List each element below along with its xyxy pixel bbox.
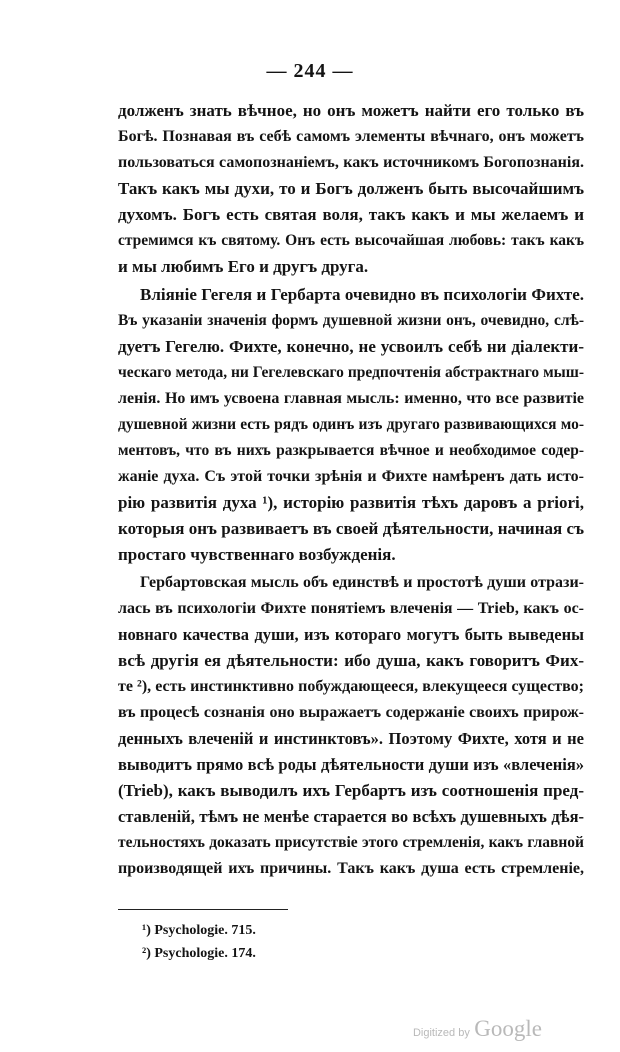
text-line: и мы любимъ Его и другъ друга. xyxy=(118,257,369,276)
text-line: Такъ какъ мы духи, то и Богъ долженъ быть высочайшимъ xyxy=(118,179,584,198)
text-line: те ²), есть инстинктивно побуждающееся, влекущееся существо; xyxy=(118,678,584,695)
text-line: Въ указаніи значенія формъ душевной жизни онъ, очевидно, слѣ- xyxy=(118,312,584,329)
text-line: дуетъ Гегелю. Фихте, конечно, не усвоилъ себѣ ни діалекти- xyxy=(118,337,584,356)
watermark-prefix: Digitized by xyxy=(412,1027,470,1039)
text-line: производящей ихъ причины. Такъ какъ душа есть стремленіе, xyxy=(118,860,584,877)
text-line: стремимся къ святому. Онъ есть высочайшая любовь: такъ какъ xyxy=(118,232,584,249)
text-line: долженъ знать вѣчное, но онъ можетъ найти его только въ xyxy=(118,101,584,120)
text-line: ленія. Но имъ усвоена главная мысль: именно, что все развитіе xyxy=(118,390,584,407)
text-line: духомъ. Богъ есть святая воля, такъ какъ и мы желаемъ и xyxy=(118,205,584,224)
text-line: денныхъ влеченій и инстинктовъ». Поэтому Фихте, хотя и не xyxy=(118,729,584,748)
text-line: жаніе духа. Съ этой точки зрѣнія и Фихте намѣренъ дать исто- xyxy=(118,468,584,485)
text-line: ставленій, тѣмъ не менѣе старается во всѣхъ душевныхъ дѣя- xyxy=(118,807,584,826)
text-line: тельностяхъ доказать присутствіе этого стремленія, какъ главной xyxy=(118,834,584,851)
google-logo: Google xyxy=(474,1016,542,1041)
text-line: въ процесѣ сознанія оно выражаетъ содержаніе своихъ прирож- xyxy=(118,704,584,721)
text-line: пользоваться самопознаніемъ, какъ источникомъ Богопознанія. xyxy=(118,154,584,171)
footnote-2: ²) Psychologie. 174. xyxy=(142,946,256,961)
text-line: новнаго качества души, изъ котораго могутъ быть выведены xyxy=(118,625,584,644)
digitized-watermark xyxy=(413,1016,542,1042)
text-line: всѣ другія ея дѣятельности: ибо душа, какъ говоритъ Фих- xyxy=(118,651,584,670)
text-line: Вліяніе Гегеля и Гербарта очевидно въ психологіи Фихте. xyxy=(140,285,584,304)
footnote-1: ¹) Psychologie. 715. xyxy=(142,923,256,938)
text-line: рію развитія духа ¹), исторію развитія тѣхъ даровъ a priori, xyxy=(118,493,584,512)
text-line: которыя онъ развиваетъ въ своей дѣятельности, начиная съ xyxy=(118,519,584,538)
text-line: душевной жизни есть рядъ одинъ изъ другаго развивающихся мо- xyxy=(118,416,584,433)
text-line: выводитъ прямо всѣ роды дѣятельности души изъ «влеченія» xyxy=(118,755,584,774)
text-line: Гербартовская мысль объ единствѣ и простотѣ души отрази- xyxy=(140,574,584,591)
text-line: ческаго метода, ни Гегелевскаго предпочтенія абстрактнаго мыш- xyxy=(118,364,584,381)
footnote-divider xyxy=(118,909,288,910)
page-number: — 244 — xyxy=(266,60,354,82)
text-line: ментовъ, что въ нихъ разкрывается вѣчное и необходимое содер- xyxy=(118,442,584,459)
text-line: лась въ психологіи Фихте понятіемъ влеченія — Trieb, какъ ос- xyxy=(118,600,584,617)
text-line: простаго чувственнаго возбужденія. xyxy=(118,545,396,564)
text-line: Богѣ. Познавая въ себѣ самомъ элементы вѣчнаго, онъ можетъ xyxy=(118,128,584,145)
text-line: (Trieb), какъ выводилъ ихъ Гербартъ изъ соотношенія пред- xyxy=(118,781,584,800)
